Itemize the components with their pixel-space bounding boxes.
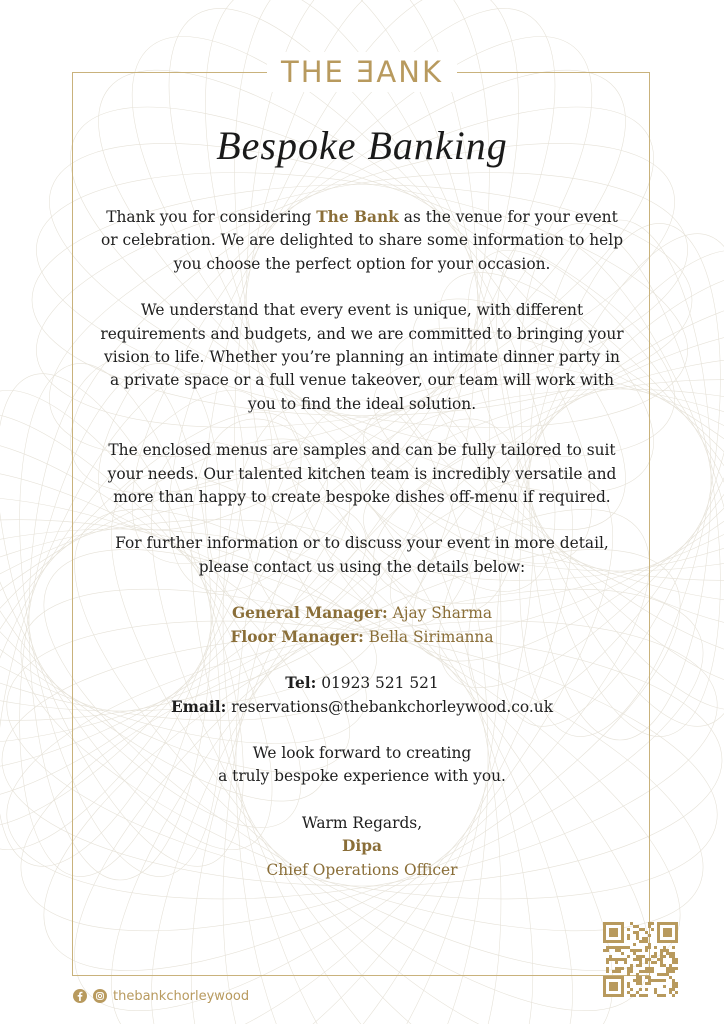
paragraph-menus: The enclosed menus are samples and can be fully tailored to suit your needs. Our talented kitchen team is incredibly versatile and more than happy to create bespoke dishes off-menu if required. — [107, 441, 617, 507]
qr-code[interactable] — [603, 922, 678, 997]
paragraph-requirements: We understand that every event is unique, with different requirements and budgets, and we are committed to bringing your vision to life. Whether you’re planning an intimate dinner party in a private space or a full venue takeover, our team will work with you to find the ideal solution. — [100, 301, 624, 413]
email-address[interactable]: reservations@thebankchorleywood.co.uk — [231, 697, 554, 716]
paragraph-contact-intro: For further information or to discuss your event in more detail, please contact us using the details below: — [115, 534, 609, 576]
closing-line-1: We look forward to creating — [252, 743, 472, 762]
intro-paragraph: Thank you for considering The Bank as the venue for your event or celebration. We are delighted to share some information to help you choose the perfect option for your occasion. — [100, 208, 624, 273]
signoff-name: Dipa — [342, 837, 382, 856]
telephone-line: Tel: 01923 521 521 — [285, 674, 439, 693]
letter-body — [100, 206, 624, 882]
telephone-number[interactable]: 01923 521 521 — [321, 674, 439, 693]
email-line: Email: reservations@thebankchorleywood.co.uk — [170, 697, 554, 716]
signoff-position: Chief Operations Officer — [266, 860, 458, 879]
signoff-greeting: Warm Regards, — [301, 813, 423, 832]
brand-logo — [0, 52, 724, 92]
contact-general-manager: General Manager: Ajay Sharma — [231, 604, 493, 623]
page-title: Bespoke Banking — [216, 123, 508, 168]
logo-text: THE ƎANK — [267, 52, 457, 92]
closing-line-2: a truly bespoke experience with you. — [218, 767, 506, 786]
social-handle[interactable]: thebankchorleywood — [113, 988, 250, 1004]
contact-floor-manager: Floor Manager: Bella Sirimanna — [230, 627, 494, 646]
instagram-icon[interactable] — [93, 989, 107, 1003]
footer-social — [73, 987, 249, 1005]
venue-name: The Bank — [316, 208, 399, 226]
facebook-icon[interactable] — [73, 989, 87, 1003]
